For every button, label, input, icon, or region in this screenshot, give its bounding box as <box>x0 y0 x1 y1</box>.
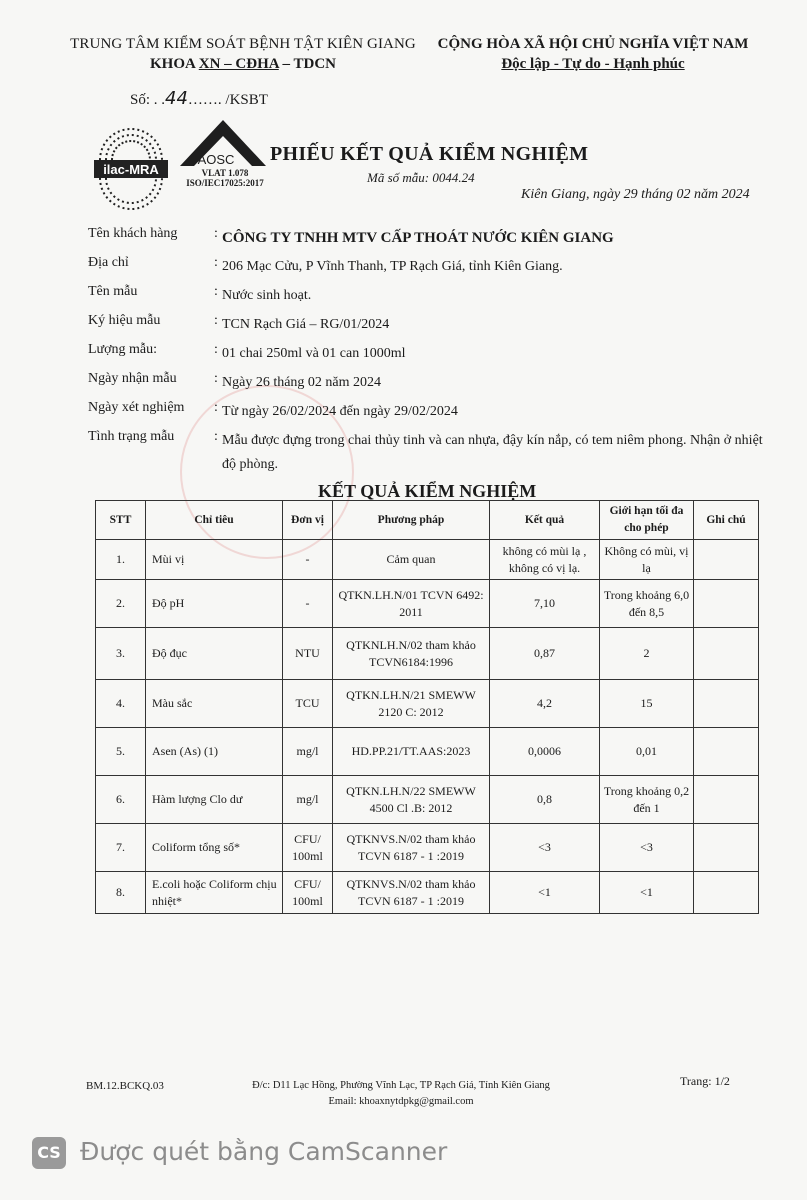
cell-stt: 5. <box>96 728 146 776</box>
cell-ghi-chu <box>694 680 759 728</box>
info-value: TCN Rạch Giá – RG/01/2024 <box>222 317 390 332</box>
cell-don-vi: mg/l <box>283 728 333 776</box>
cell-ket-qua: 0,8 <box>490 776 600 824</box>
info-value: Từ ngày 26/02/2024 đến ngày 29/02/2024 <box>222 404 458 419</box>
sample-code: Mã số mẫu: 0044.24 <box>367 170 475 185</box>
info-label: Ký hiệu mẫu <box>88 313 161 328</box>
form-code: BM.12.BCKQ.03 <box>86 1080 164 1092</box>
info-row-address: Địa chỉ : 206 Mạc Cửu, P Vĩnh Thanh, TP Rạch Giá, tỉnh Kiên Giang. <box>88 251 768 280</box>
cell-ghi-chu <box>694 728 759 776</box>
info-label: Tên khách hàng <box>88 226 178 241</box>
cell-stt: 2. <box>96 580 146 628</box>
cell-gioi-han: Không có mùi, vị lạ <box>600 540 694 580</box>
cell-gioi-han: <3 <box>600 824 694 872</box>
cell-stt: 7. <box>96 824 146 872</box>
cell-chi-tieu: Asen (As) (1) <box>146 728 283 776</box>
cell-ket-qua: 4,2 <box>490 680 600 728</box>
info-label: Địa chỉ <box>88 255 129 270</box>
cell-chi-tieu: E.coli hoặc Coliform chịu nhiệt* <box>146 872 283 914</box>
info-row-quantity: Lượng mẫu: : 01 chai 250ml và 01 can 1000ml <box>88 338 768 367</box>
column-header: Ghi chú <box>694 501 759 540</box>
cell-stt: 6. <box>96 776 146 824</box>
cell-phuong-phap: QTKN.LH.N/01 TCVN 6492: 2011 <box>333 580 490 628</box>
cell-chi-tieu: Hàm lượng Clo dư <box>146 776 283 824</box>
table-row <box>96 540 759 580</box>
results-table <box>95 500 759 914</box>
cell-chi-tieu: Độ đục <box>146 628 283 680</box>
nation-motto: Độc lập - Tự do - Hạnh phúc <box>501 56 685 72</box>
info-label: Tên mẫu <box>88 284 138 299</box>
department-name: KHOA XN – CĐHA – TDCN <box>149 56 336 72</box>
info-value: 206 Mạc Cửu, P Vĩnh Thanh, TP Rạch Giá, tỉnh Kiên Giang. <box>222 259 563 274</box>
cell-phuong-phap: Cảm quan <box>333 540 490 580</box>
cell-phuong-phap: QTKN.LH.N/21 SMEWW 2120 C: 2012 <box>333 680 490 728</box>
cell-gioi-han: Trong khoảng 0,2 đến 1 <box>600 776 694 824</box>
issue-date: Kiên Giang, ngày 29 tháng 02 năm 2024 <box>521 187 750 202</box>
handwritten-number: 44 <box>165 88 188 109</box>
org-name: TRUNG TÂM KIỂM SOÁT BỆNH TẬT KIÊN GIANG <box>70 36 416 52</box>
cell-stt: 4. <box>96 680 146 728</box>
cell-gioi-han: 15 <box>600 680 694 728</box>
cell-chi-tieu: Màu sắc <box>146 680 283 728</box>
info-row-received-date: Ngày nhận mẫu : Ngày 26 tháng 02 năm 2024 <box>88 367 768 396</box>
cell-don-vi: CFU/ 100ml <box>283 824 333 872</box>
ilac-mra-logo-icon <box>92 120 170 210</box>
aosc-accreditation: VLAT 1.078 ISO/IEC17025:2017 <box>186 168 264 188</box>
cell-phuong-phap: QTKNLH.N/02 tham khảo TCVN6184:1996 <box>333 628 490 680</box>
cell-ghi-chu <box>694 540 759 580</box>
cell-stt: 1. <box>96 540 146 580</box>
footer-address: Đ/c: D11 Lạc Hồng, Phường Vĩnh Lạc, TP Rạch Giá, Tỉnh Kiên Giang Email: khoaxnytdpkg@gmail.com <box>252 1080 550 1107</box>
cell-gioi-han: <1 <box>600 872 694 914</box>
svg-text:AOSC: AOSC <box>197 152 235 167</box>
info-row-sample-code: Ký hiệu mẫu : TCN Rạch Giá – RG/01/2024 <box>88 309 768 338</box>
cell-don-vi: NTU <box>283 628 333 680</box>
svg-text:ilac-MRA: ilac-MRA <box>103 162 159 177</box>
nation-title: CỘNG HÒA XÃ HỘI CHỦ NGHĨA VIỆT NAM <box>437 36 749 52</box>
info-label: Tình trạng mẫu <box>88 429 175 444</box>
info-label: Ngày nhận mẫu <box>88 371 177 386</box>
column-header: STT <box>96 501 146 540</box>
table-row <box>96 776 759 824</box>
info-row-condition: Tình trạng mẫu : Mẫu được đựng trong chai thủy tinh và can nhựa, đậy kín nắp, có tem niêm phong. Nhận ở nhiệt độ phòng. <box>88 425 768 477</box>
table-header-row <box>96 501 759 540</box>
cell-ghi-chu <box>694 628 759 680</box>
cell-ket-qua: <1 <box>490 872 600 914</box>
cell-don-vi: TCU <box>283 680 333 728</box>
cell-ghi-chu <box>694 580 759 628</box>
column-header: Đơn vị <box>283 501 333 540</box>
table-row <box>96 728 759 776</box>
cell-stt: 3. <box>96 628 146 680</box>
cell-ghi-chu <box>694 776 759 824</box>
cell-gioi-han: Trong khoảng 6,0 đến 8,5 <box>600 580 694 628</box>
results-title: KẾT QUẢ KIỂM NGHIỆM <box>318 481 537 501</box>
info-value: Ngày 26 tháng 02 năm 2024 <box>222 375 382 390</box>
cell-gioi-han: 0,01 <box>600 728 694 776</box>
column-header: Chỉ tiêu <box>146 501 283 540</box>
cell-ket-qua: 7,10 <box>490 580 600 628</box>
info-row-customer: Tên khách hàng : CÔNG TY TNHH MTV CẤP THOÁT NƯỚC KIÊN GIANG <box>88 222 768 251</box>
cell-gioi-han: 2 <box>600 628 694 680</box>
cell-phuong-phap: QTKNVS.N/02 tham khảo TCVN 6187 - 1 :2019 <box>333 824 490 872</box>
cell-don-vi: CFU/ 100ml <box>283 872 333 914</box>
table-row <box>96 628 759 680</box>
sample-info <box>88 222 768 477</box>
table-row <box>96 680 759 728</box>
cell-don-vi: mg/l <box>283 776 333 824</box>
info-row-test-date: Ngày xét nghiệm : Từ ngày 26/02/2024 đến ngày 29/02/2024 <box>88 396 768 425</box>
info-value: CÔNG TY TNHH MTV CẤP THOÁT NƯỚC KIÊN GIANG <box>222 230 614 246</box>
table-row <box>96 580 759 628</box>
document-number: Số: . .44……. /KSBT <box>130 88 268 109</box>
cell-chi-tieu: Mùi vị <box>146 540 283 580</box>
cell-ghi-chu <box>694 824 759 872</box>
scanner-watermark: Được quét bằng CamScanner <box>80 1137 448 1166</box>
info-value: Nước sinh hoạt. <box>222 288 312 303</box>
info-row-sample-name: Tên mẫu : Nước sinh hoạt. <box>88 280 768 309</box>
cell-ghi-chu <box>694 872 759 914</box>
cell-ket-qua: 0,0006 <box>490 728 600 776</box>
cell-phuong-phap: QTKN.LH.N/22 SMEWW 4500 Cl .B: 2012 <box>333 776 490 824</box>
info-label: Lượng mẫu: <box>88 342 158 357</box>
cell-stt: 8. <box>96 872 146 914</box>
info-label: Ngày xét nghiệm <box>88 400 185 415</box>
camscanner-logo-icon: CS <box>32 1137 66 1169</box>
column-header: Giới hạn tối đa cho phép <box>600 501 694 540</box>
cell-chi-tieu: Độ pH <box>146 580 283 628</box>
cell-phuong-phap: QTKNVS.N/02 tham khảo TCVN 6187 - 1 :2019 <box>333 872 490 914</box>
cell-ket-qua: 0,87 <box>490 628 600 680</box>
page-number: Trang: 1/2 <box>680 1074 730 1088</box>
page-title: PHIẾU KẾT QUẢ KIỂM NGHIỆM <box>270 143 589 165</box>
info-value: 01 chai 250ml và 01 can 1000ml <box>222 346 406 361</box>
cell-phuong-phap: HD.PP.21/TT.AAS:2023 <box>333 728 490 776</box>
table-row <box>96 872 759 914</box>
national-header <box>428 34 758 74</box>
cell-don-vi: - <box>283 580 333 628</box>
info-value: Mẫu được đựng trong chai thủy tinh và can nhựa, đậy kín nắp, có tem niêm phong. Nhận ở nhiệt độ phòng. <box>222 433 763 472</box>
cell-ket-qua: không có mùi lạ , không có vị lạ. <box>490 540 600 580</box>
column-header: Phương pháp <box>333 501 490 540</box>
cell-chi-tieu: Coliform tổng số* <box>146 824 283 872</box>
organization-header <box>58 34 428 74</box>
cell-ket-qua: <3 <box>490 824 600 872</box>
table-row <box>96 824 759 872</box>
cell-don-vi: - <box>283 540 333 580</box>
column-header: Kết quả <box>490 501 600 540</box>
